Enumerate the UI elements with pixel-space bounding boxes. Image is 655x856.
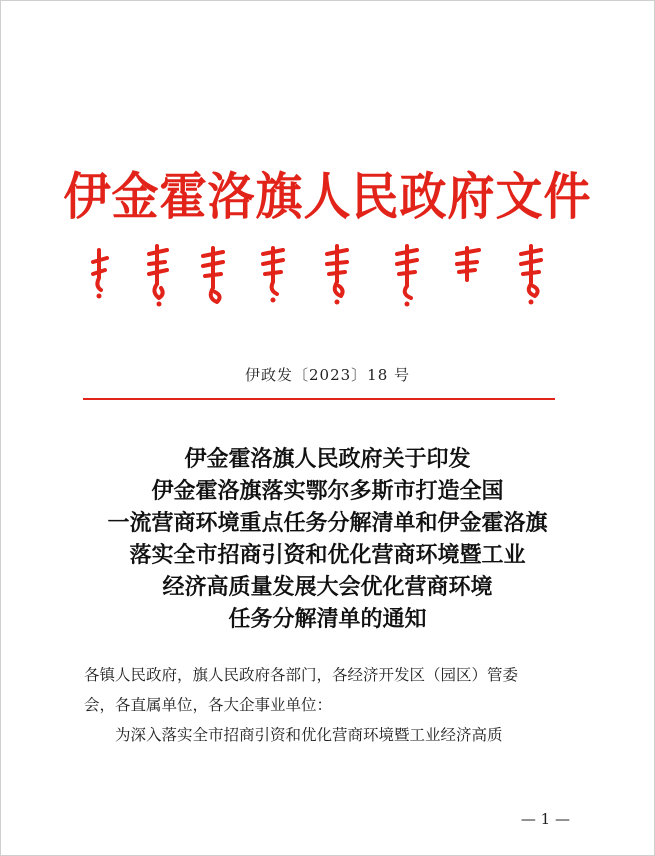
- notice-title-line: 一流营商环境重点任务分解清单和伊金霍洛旗: [107, 511, 548, 536]
- notice-title-line: 经济高质量发展大会优化营商环境: [162, 575, 493, 600]
- page-number: — 1 —: [520, 810, 570, 828]
- notice-title-line: 落实全市招商引资和优化营商环境暨工业: [129, 543, 526, 568]
- mongolian-script-graphic: [85, 240, 555, 310]
- recipients-line: 会，各直属单位，各大企事业单位：: [84, 696, 333, 714]
- issuer-title: 伊金霍洛旗人民政府文件: [63, 167, 592, 228]
- red-separator-line: [83, 398, 555, 400]
- notice-title: [60, 444, 595, 636]
- document-number: 伊政发〔2023〕18 号: [244, 366, 411, 384]
- recipients-line: 各镇人民政府，旗人民政府各部门，各经济开发区（园区）管委: [84, 666, 519, 684]
- notice-title-line: 伊金霍洛旗人民政府关于印发: [184, 447, 471, 472]
- body-paragraph: 为深入落实全市招商引资和优化营商环境暨工业经济高质: [115, 726, 503, 744]
- document-body: [84, 660, 574, 750]
- mongolian-script-title: [85, 240, 555, 310]
- notice-title-line: 伊金霍洛旗落实鄂尔多斯市打造全国: [151, 479, 504, 504]
- notice-title-line: 任务分解清单的通知: [228, 607, 427, 632]
